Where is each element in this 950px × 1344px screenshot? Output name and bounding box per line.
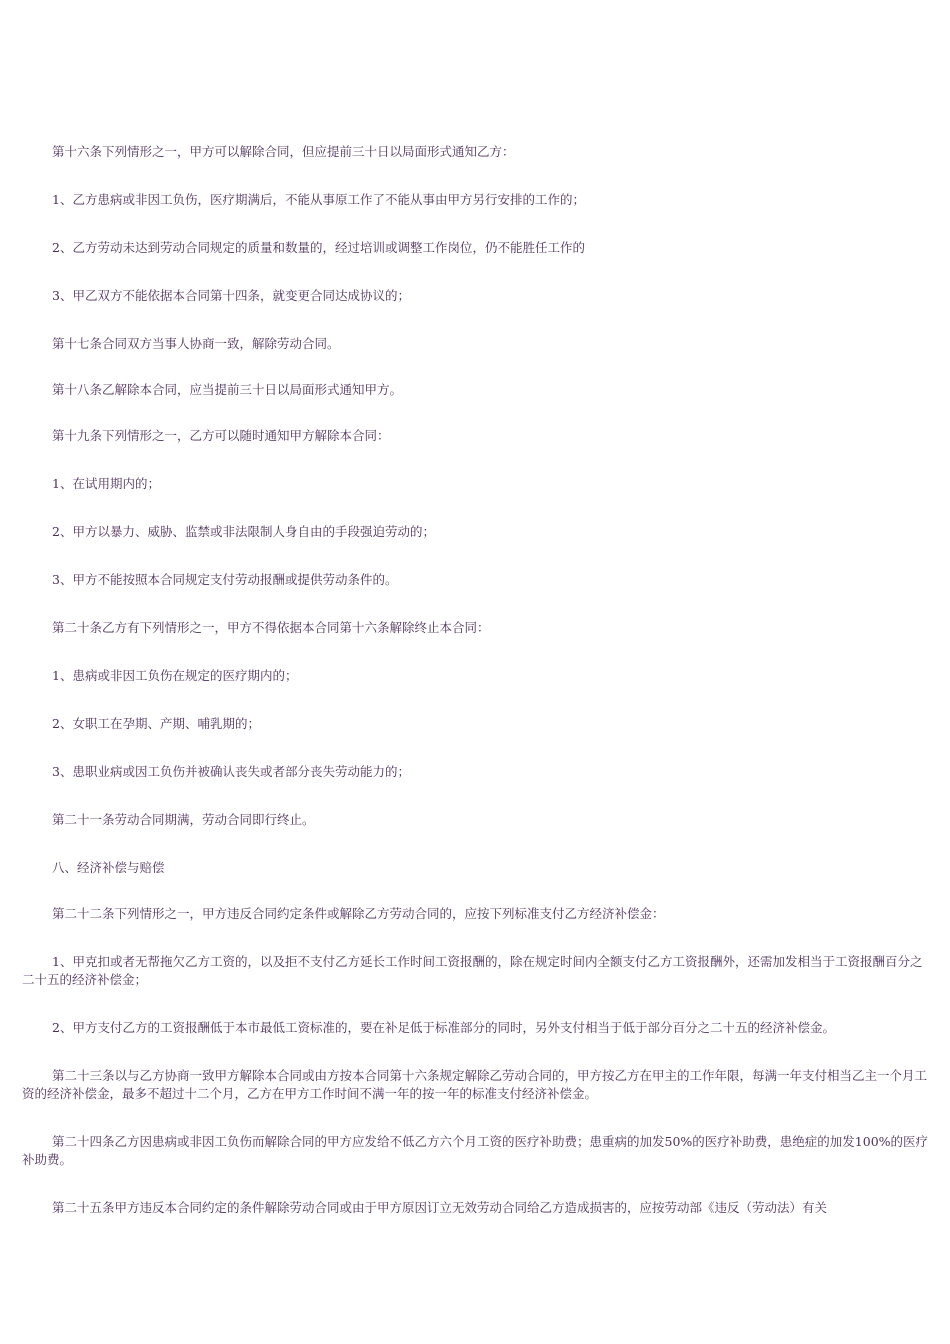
clause-19-item-1: 1、在试用期内的； [52,476,160,491]
clause-22-item-2: 2、甲方支付乙方的工资报酬低于本市最低工资标准的，要在补足低于标准部分的同时，另外支付相当于低于部分百分之二十五的经济补偿金。 [52,1020,835,1035]
clause-16-item-3: 3、甲乙双方不能依据本合同第十四条，就变更合同达成协议的； [52,288,410,303]
clause-20: 第二十条乙方有下列情形之一，甲方不得依据本合同第十六条解除终止本合同： [52,620,490,635]
clause-16-item-1: 1、乙方患病或非因工负伤，医疗期满后，不能从事原工作了不能从事由甲方另行安排的工作的； [52,192,585,207]
clause-20-item-2: 2、女职工在孕期、产期、哺乳期的； [52,716,260,731]
clause-20-item-3: 3、患职业病或因工负伤并被确认丧失或者部分丧失劳动能力的； [52,764,410,779]
clause-19: 第十九条下列情形之一，乙方可以随时通知甲方解除本合同： [52,428,390,443]
clause-20-item-1: 1、患病或非因工负伤在规定的医疗期内的； [52,668,298,683]
clause-16: 第十六条下列情形之一，甲方可以解除合同，但应提前三十日以局面形式通知乙方： [52,144,515,159]
clause-22-item-1: 1、甲克扣或者无帮拖欠乙方工资的，以及拒不支付乙方延长工作时间工资报酬的，除在规定时间内全额支付乙方工资报酬外，还需加发相当于工资报酬百分之二十五的经济补偿金； [22,954,923,987]
clause-19-item-3: 3、甲方不能按照本合同规定支付劳动报酬或提供劳动条件的。 [52,572,398,587]
clause-21: 第二十一条劳动合同期满，劳动合同即行终止。 [52,812,315,827]
clause-22: 第二十二条下列情形之一，甲方违反合同约定条件或解除乙方劳动合同的，应按下列标准支付乙方经济补偿金： [52,906,665,921]
clause-19-item-2: 2、甲方以暴力、威胁、监禁或非法限制人身自由的手段强迫劳动的； [52,524,435,539]
clause-23: 第二十三条以与乙方协商一致甲方解除本合同或由方按本合同第十六条规定解除乙劳动合同的，甲方按乙方在甲主的工作年限，每满一年支付相当乙主一个月工资的经济补偿金，最多不超过十二个月，乙方在甲方工作时间不满一年的按一年的标准支付经济补偿金。 [22,1068,928,1101]
clause-18: 第十八条乙解除本合同，应当提前三十日以局面形式通知甲方。 [52,382,403,397]
clause-16-item-2: 2、乙方劳动未达到劳动合同规定的质量和数量的，经过培训或调整工作岗位，仍不能胜任工作的 [52,240,585,255]
clause-25: 第二十五条甲方违反本合同约定的条件解除劳动合同或由于甲方原因订立无效劳动合同给乙方造成损害的，应按劳动部《违反（劳动法）有关 [52,1200,828,1215]
clause-17: 第十七条合同双方当事人协商一致，解除劳动合同。 [52,336,340,351]
contract-document [22,143,930,1217]
clause-24: 第二十四条乙方因患病或非因工负伤而解除合同的甲方应发给不低乙方六个月工资的医疗补助费；患重病的加发50%的医疗补助费，患绝症的加发100%的医疗补助费。 [22,1134,929,1167]
section-8-heading: 八、经济补偿与赔偿 [52,860,165,875]
